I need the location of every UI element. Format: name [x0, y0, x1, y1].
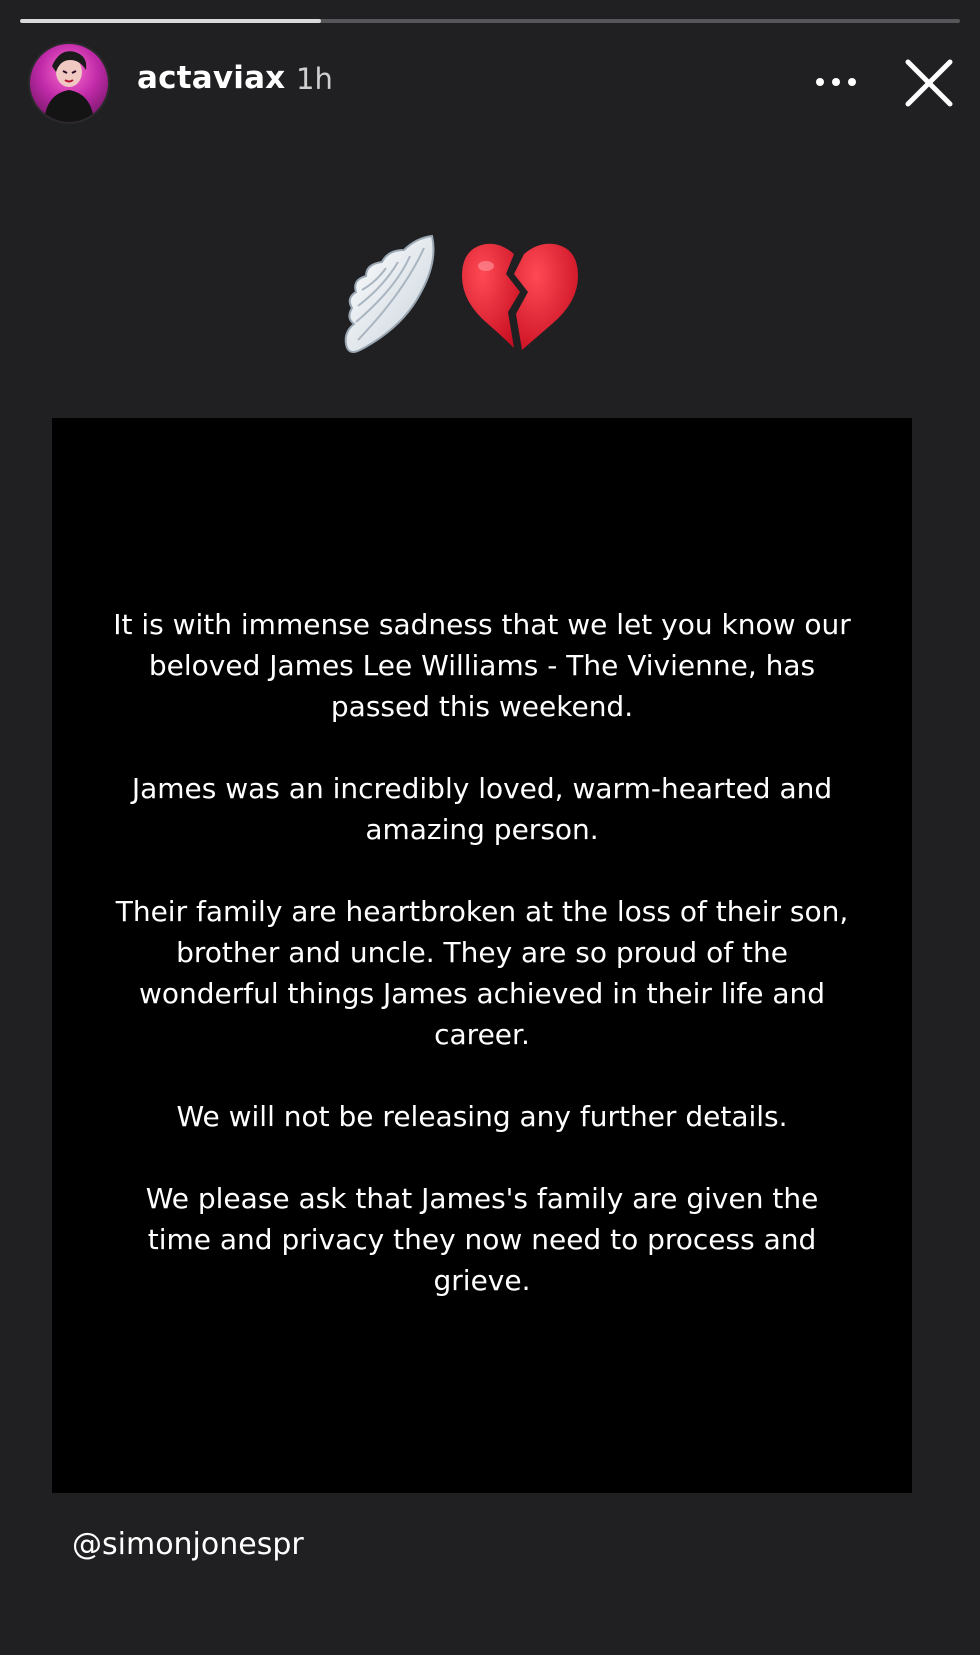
announcement-paragraph: We will not be releasing any further details. — [176, 1100, 788, 1133]
close-icon — [902, 56, 956, 110]
more-options-button[interactable] — [810, 62, 862, 102]
mention-link[interactable]: @simonjonespr — [72, 1527, 304, 1562]
wing-icon — [340, 232, 440, 360]
story-header — [30, 44, 960, 122]
announcement-paragraph: It is with immense sadness that we let you know our beloved James Lee Williams - The Vivienne, has passed this weekend. — [113, 608, 851, 723]
story-progress-fill — [20, 19, 321, 23]
more-dots-icon — [810, 62, 862, 102]
post-timestamp: 1h — [296, 62, 333, 96]
broken-heart-icon — [458, 240, 582, 356]
story-progress-bar — [20, 19, 960, 23]
announcement-paragraph: We please ask that James's family are given the time and privacy they now need to process and grieve. — [145, 1182, 819, 1297]
username[interactable]: actaviax — [137, 60, 286, 96]
announcement-text — [112, 604, 852, 1342]
announcement-paragraph: Their family are heartbroken at the loss of their son, brother and uncle. They are so proud of the wonderful things James achieved in their life and career. — [115, 895, 849, 1051]
avatar-image — [30, 44, 108, 122]
announcement-paragraph: James was an incredibly loved, warm-hearted and amazing person. — [131, 772, 833, 846]
announcement-card — [52, 418, 912, 1493]
avatar[interactable] — [30, 44, 108, 122]
emoji-stickers — [340, 232, 600, 362]
close-button[interactable] — [902, 56, 956, 110]
